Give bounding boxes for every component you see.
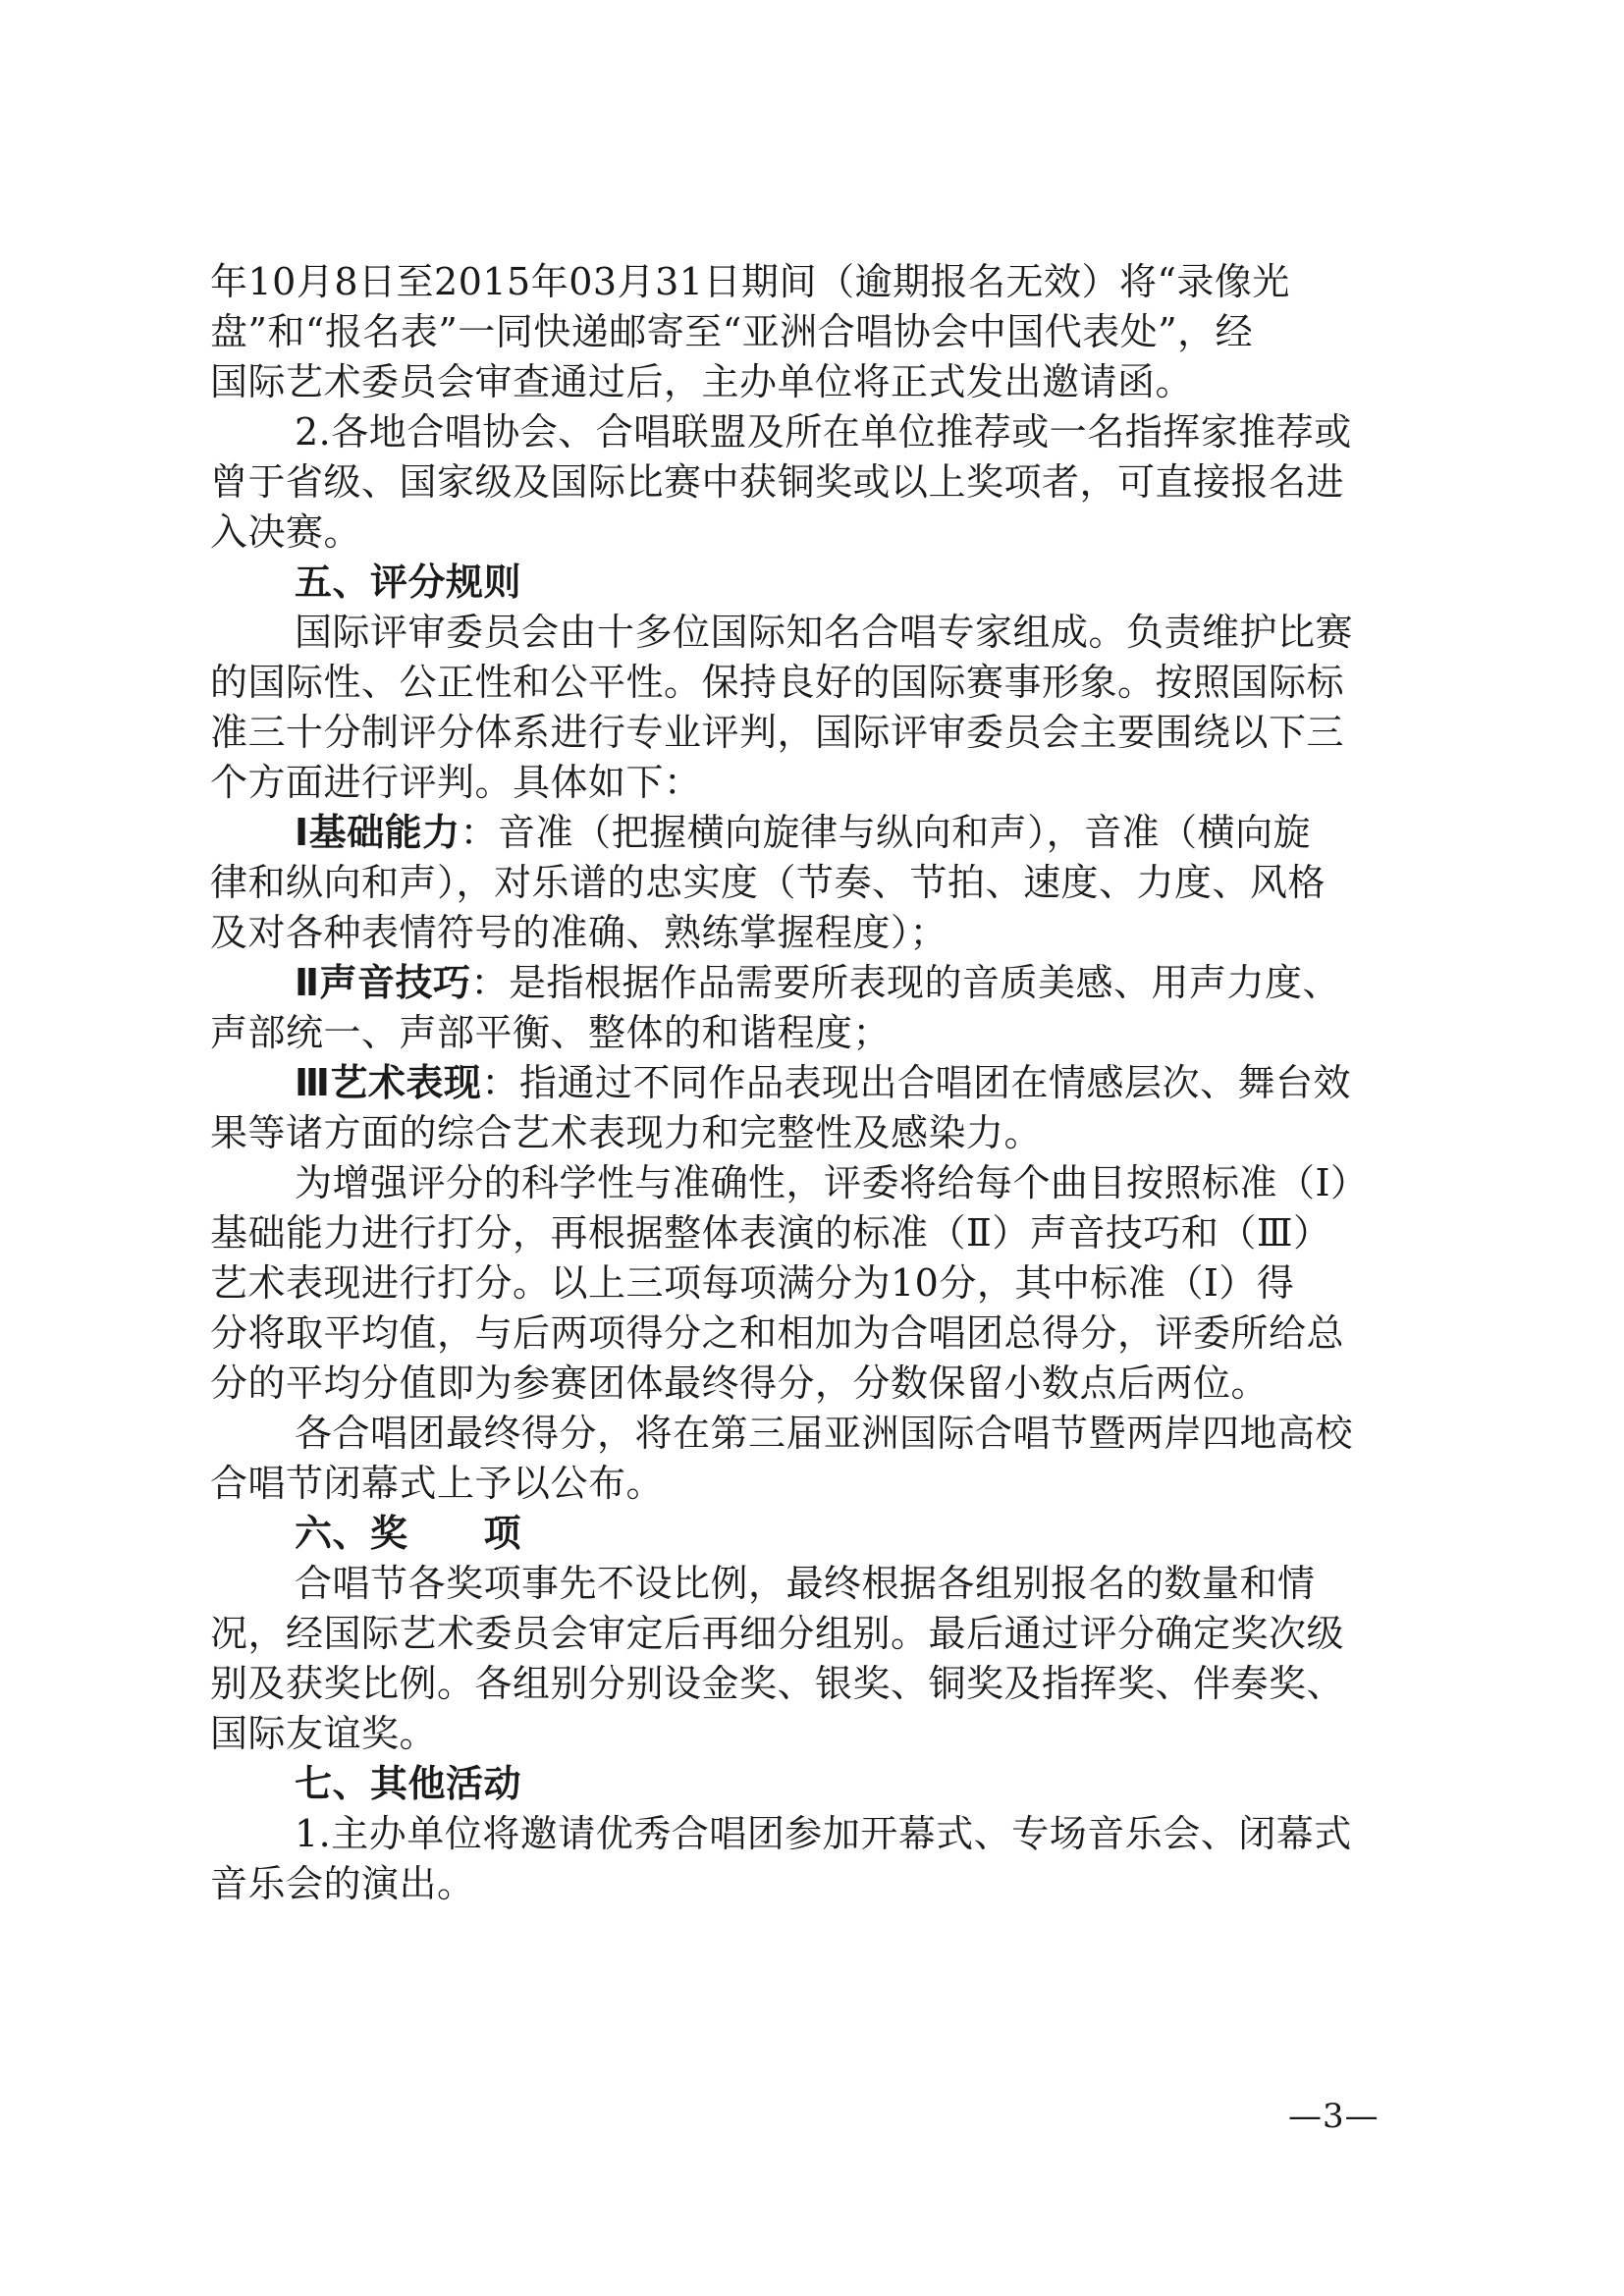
body-line: 国际评审委员会由十多位国际知名合唱专家组成。负责维护比赛	[295, 611, 1354, 654]
body-line: 音乐会的演出。	[210, 1862, 475, 1905]
body-line: 入决赛。	[210, 510, 362, 554]
page-number: —3—	[1288, 2097, 1380, 2136]
body-line: 合唱节各奖项事先不设比例，最终根据各组别报名的数量和情	[295, 1562, 1316, 1605]
criterion-artistic-expression	[210, 1058, 1418, 1108]
body-line: 各合唱团最终得分，将在第三届亚洲国际合唱节暨两岸四地高校	[295, 1412, 1354, 1455]
criterion-text: ：是指根据作品需要所表现的音质美感、用声力度、	[470, 961, 1341, 1004]
body-line: 果等诸方面的综合艺术表现力和完整性及感染力。	[210, 1111, 1043, 1154]
body-line: 个方面进行评判。具体如下：	[210, 761, 702, 804]
body-line: 2.各地合唱协会、合唱联盟及所在单位推荐或一名指挥家推荐或	[295, 410, 1352, 454]
body-line: 声部统一、声部平衡、整体的和谐程度；	[210, 1011, 892, 1054]
criterion-text: ：指通过不同作品表现出合唱团在情感层次、舞台效	[481, 1061, 1351, 1104]
criterion-vocal-technique	[210, 958, 1418, 1008]
body-line: 的国际性、公正性和公平性。保持良好的国际赛事形象。按照国际标	[210, 661, 1345, 704]
body-line: 准三十分制评分体系进行专业评判，国际评审委员会主要围绕以下三	[210, 711, 1345, 754]
body-line: 分将取平均值，与后两项得分之和相加为合唱团总得分，评委所给总	[210, 1311, 1345, 1355]
body-line: 曾于省级、国家级及国际比赛中获铜奖或以上奖项者，可直接报名进	[210, 460, 1345, 504]
criterion-term: Ⅱ声音技巧	[295, 961, 471, 1004]
body-line: 合唱节闭幕式上予以公布。	[210, 1462, 665, 1505]
criterion-term: Ⅲ艺术表现	[295, 1061, 482, 1104]
section-heading-scoring-rules: 五、评分规则	[295, 561, 522, 604]
section-heading-other-activities: 七、其他活动	[295, 1762, 522, 1805]
body-line: 基础能力进行打分，再根据整体表演的标准（Ⅱ）声音技巧和（Ⅲ）	[210, 1211, 1331, 1255]
criterion-term: Ⅰ基础能力	[295, 811, 460, 854]
body-line: 别及获奖比例。各组别分别设金奖、银奖、铜奖及指挥奖、伴奏奖、	[210, 1662, 1345, 1705]
body-line: 1.主办单位将邀请优秀合唱团参加开幕式、专场音乐会、闭幕式	[295, 1812, 1352, 1855]
body-line: 国际艺术委员会审查通过后，主办单位将正式发出邀请函。	[210, 360, 1194, 403]
body-line: 盘”和“报名表”一同快递邮寄至“亚洲合唱协会中国代表处”，经	[210, 310, 1254, 353]
body-line: 分的平均分值即为参赛团体最终得分，分数保留小数点后两位。	[210, 1362, 1270, 1405]
criterion-basic-ability	[210, 808, 1418, 858]
section-heading-awards: 六、奖 项	[295, 1512, 522, 1555]
criterion-text: ：音准（把握横向旋律与纵向和声），音准（横向旋	[460, 811, 1312, 854]
body-line: 律和纵向和声），对乐谱的忠实度（节奏、节拍、速度、力度、风格	[210, 861, 1326, 904]
body-line: 艺术表现进行打分。以上三项每项满分为10分，其中标准（Ⅰ）得	[210, 1261, 1295, 1305]
body-line: 及对各种表情符号的准确、熟练掌握程度）；	[210, 911, 948, 954]
body-line: 国际友谊奖。	[210, 1712, 438, 1755]
document-body	[210, 257, 1418, 1909]
body-line: 为增强评分的科学性与准确性，评委将给每个曲目按照标准（Ⅰ）	[295, 1161, 1369, 1204]
body-line: 年10月8日至2015年03月31日期间（逾期报名无效）将“录像光	[210, 260, 1290, 303]
body-line: 况，经国际艺术委员会审定后再细分组别。最后通过评分确定奖次级	[210, 1612, 1345, 1655]
